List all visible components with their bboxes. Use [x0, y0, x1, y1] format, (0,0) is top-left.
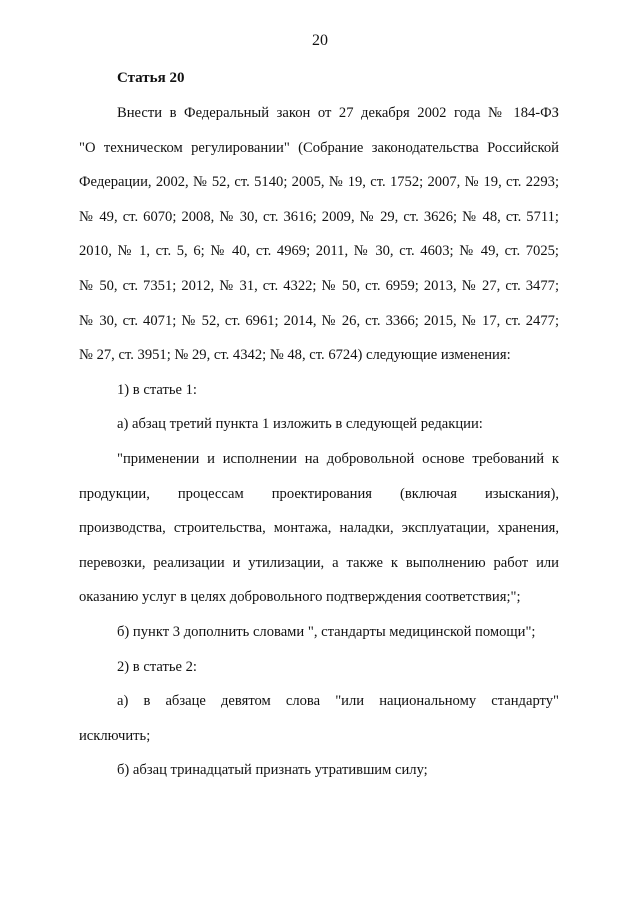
intro-line: № 50, ст. 7351; 2012, № 31, ст. 4322; № 50, ст. 6959; 2013, № 27, ст. 3477;	[79, 277, 559, 294]
page-number: 20	[312, 32, 328, 49]
article-title: Статья 20	[117, 70, 185, 86]
intro-line: "О техническом регулировании" (Собрание законодательства Российской	[79, 139, 559, 156]
item-2a-line: а) в абзаце девятом слова "или национальному стандарту"	[117, 693, 559, 710]
intro-line: Внести в Федеральный закон от 27 декабря 2002 года № 184-ФЗ	[117, 105, 559, 121]
intro-line: Федерации, 2002, № 52, ст. 5140; 2005, № 19, ст. 1752; 2007, № 19, ст. 2293;	[79, 174, 559, 191]
quote-line: оказанию услуг в целях добровольного подтверждения соответствия;";	[79, 589, 521, 606]
intro-line: № 30, ст. 4071; № 52, ст. 6961; 2014, № 26, ст. 3366; 2015, № 17, ст. 2477;	[79, 312, 559, 329]
item-1: 1) в статье 1:	[117, 381, 197, 398]
item-1a: а) абзац третий пункта 1 изложить в следующей редакции:	[117, 416, 483, 433]
intro-line: № 27, ст. 3951; № 29, ст. 4342; № 48, ст. 6724) следующие изменения:	[79, 347, 511, 364]
document-body	[79, 96, 559, 788]
quote-line: перевозки, реализации и утилизации, а также к выполнению работ или	[79, 554, 559, 571]
item-1b: б) пункт 3 дополнить словами ", стандарты медицинской помощи";	[117, 623, 536, 640]
intro-line: 2010, № 1, ст. 5, 6; № 40, ст. 4969; 2011, № 30, ст. 4603; № 49, ст. 7025;	[79, 243, 559, 260]
quote-line: продукции, процессам проектирования (включая изыскания),	[79, 485, 559, 502]
intro-line: № 49, ст. 6070; 2008, № 30, ст. 3616; 2009, № 29, ст. 3626; № 48, ст. 5711;	[79, 208, 559, 225]
quote-line: "применении и исполнении на добровольной основе требований к	[117, 450, 559, 467]
quote-line: производства, строительства, монтажа, наладки, эксплуатации, хранения,	[79, 520, 559, 537]
item-2: 2) в статье 2:	[117, 658, 197, 675]
item-2b: б) абзац тринадцатый признать утратившим силу;	[117, 762, 428, 779]
item-2a-line: исключить;	[79, 727, 151, 744]
